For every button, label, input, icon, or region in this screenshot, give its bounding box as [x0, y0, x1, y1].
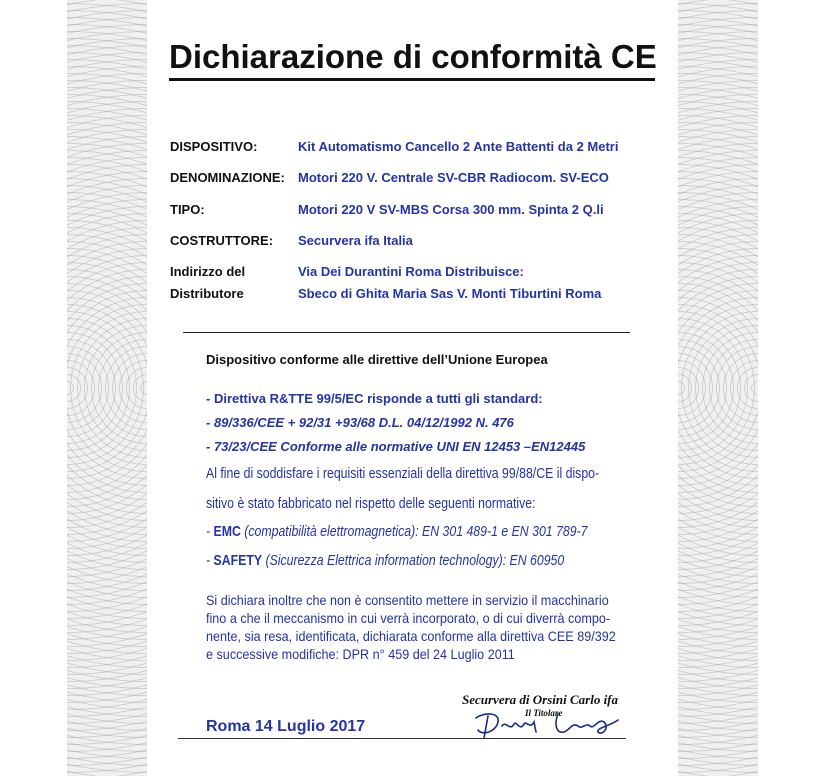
costruttore-value: Securvera ifa Italia — [298, 233, 413, 248]
indirizzo-label-line2: Distributore — [170, 286, 244, 301]
document-title: Dichiarazione di conformità CE — [169, 38, 657, 75]
place-date: Roma 14 Luglio 2017 — [206, 718, 366, 735]
notice-line4: e successive modifiche: DPR n° 459 del 24 Luglio 2011 — [206, 646, 515, 662]
safety-prefix: - — [206, 552, 214, 569]
indirizzo-label-line1: Indirizzo del — [170, 264, 246, 279]
decorative-border-left — [67, 0, 147, 776]
directive-line-rtte: - Direttiva R&TTE 99/5/EC risponde a tutti gli standard: — [206, 391, 543, 406]
indirizzo-value-line2: Sbeco di Ghita Maria Sas V. Monti Tiburtini Roma — [298, 286, 602, 301]
indirizzo-value-line1: Via Dei Durantini Roma Distribuisce: — [298, 264, 524, 279]
denominazione-value: Motori 220 V. Centrale SV-CBR Radiocom. SV-ECO — [298, 170, 609, 185]
directives-heading: Dispositivo conforme alle direttive dell’Unione Europea — [206, 352, 548, 367]
denominazione-label: DENOMINAZIONE: — [170, 170, 285, 185]
safety-detail: (Sicurezza Elettrica information technology): EN 60950 — [262, 552, 565, 569]
decorative-border-right — [678, 0, 758, 776]
section-divider — [183, 332, 630, 333]
notice-line3: nente, sia resa, identificata, dichiarata conforme alla direttiva CEE 89/392 — [206, 628, 616, 644]
notice-line2: fino a che il meccanismo in cui verrà incorporato, o di cui diverrà compo- — [206, 610, 611, 626]
safety-standard — [206, 552, 564, 569]
tipo-label: TIPO: — [170, 202, 205, 217]
emc-prefix: - — [206, 523, 214, 540]
emc-detail: (compatibilità elettromagnetica): EN 301 489-1 e EN 301 789-7 — [240, 523, 588, 540]
dispositivo-value: Kit Automatismo Cancello 2 Ante Battenti da 2 Metri — [298, 139, 619, 154]
footer-signature-line — [178, 738, 626, 739]
purpose-text-line1: Al fine di soddisfare i requisiti essenziali della direttiva 99/88/CE il dispo- — [206, 465, 600, 482]
directive-line-73-23: - 73/23/CEE Conforme alle normative UNI EN 12453 –EN12445 — [206, 439, 586, 454]
directive-line-89-336: - 89/336/CEE + 92/31 +93/68 D.L. 04/12/1992 N. 476 — [206, 415, 514, 430]
dispositivo-label: DISPOSITIVO: — [170, 139, 258, 154]
signatory-company: Securvera di Orsini Carlo ifa — [462, 692, 619, 707]
tipo-value: Motori 220 V SV-MBS Corsa 300 mm. Spinta 2 Q.li — [298, 202, 604, 217]
emc-standard — [206, 523, 588, 540]
emc-key: EMC — [213, 523, 241, 540]
purpose-text-line2: sitivo è stato fabbricato nel rispetto delle seguenti normative: — [206, 495, 536, 512]
signatory-role: Il Titolare — [525, 708, 563, 718]
notice-line1: Si dichiara inoltre che non è consentito mettere in servizio il macchinario — [206, 592, 609, 608]
costruttore-label: COSTRUTTORE: — [170, 233, 274, 248]
title-underline — [169, 78, 655, 81]
safety-key: SAFETY — [213, 552, 263, 569]
